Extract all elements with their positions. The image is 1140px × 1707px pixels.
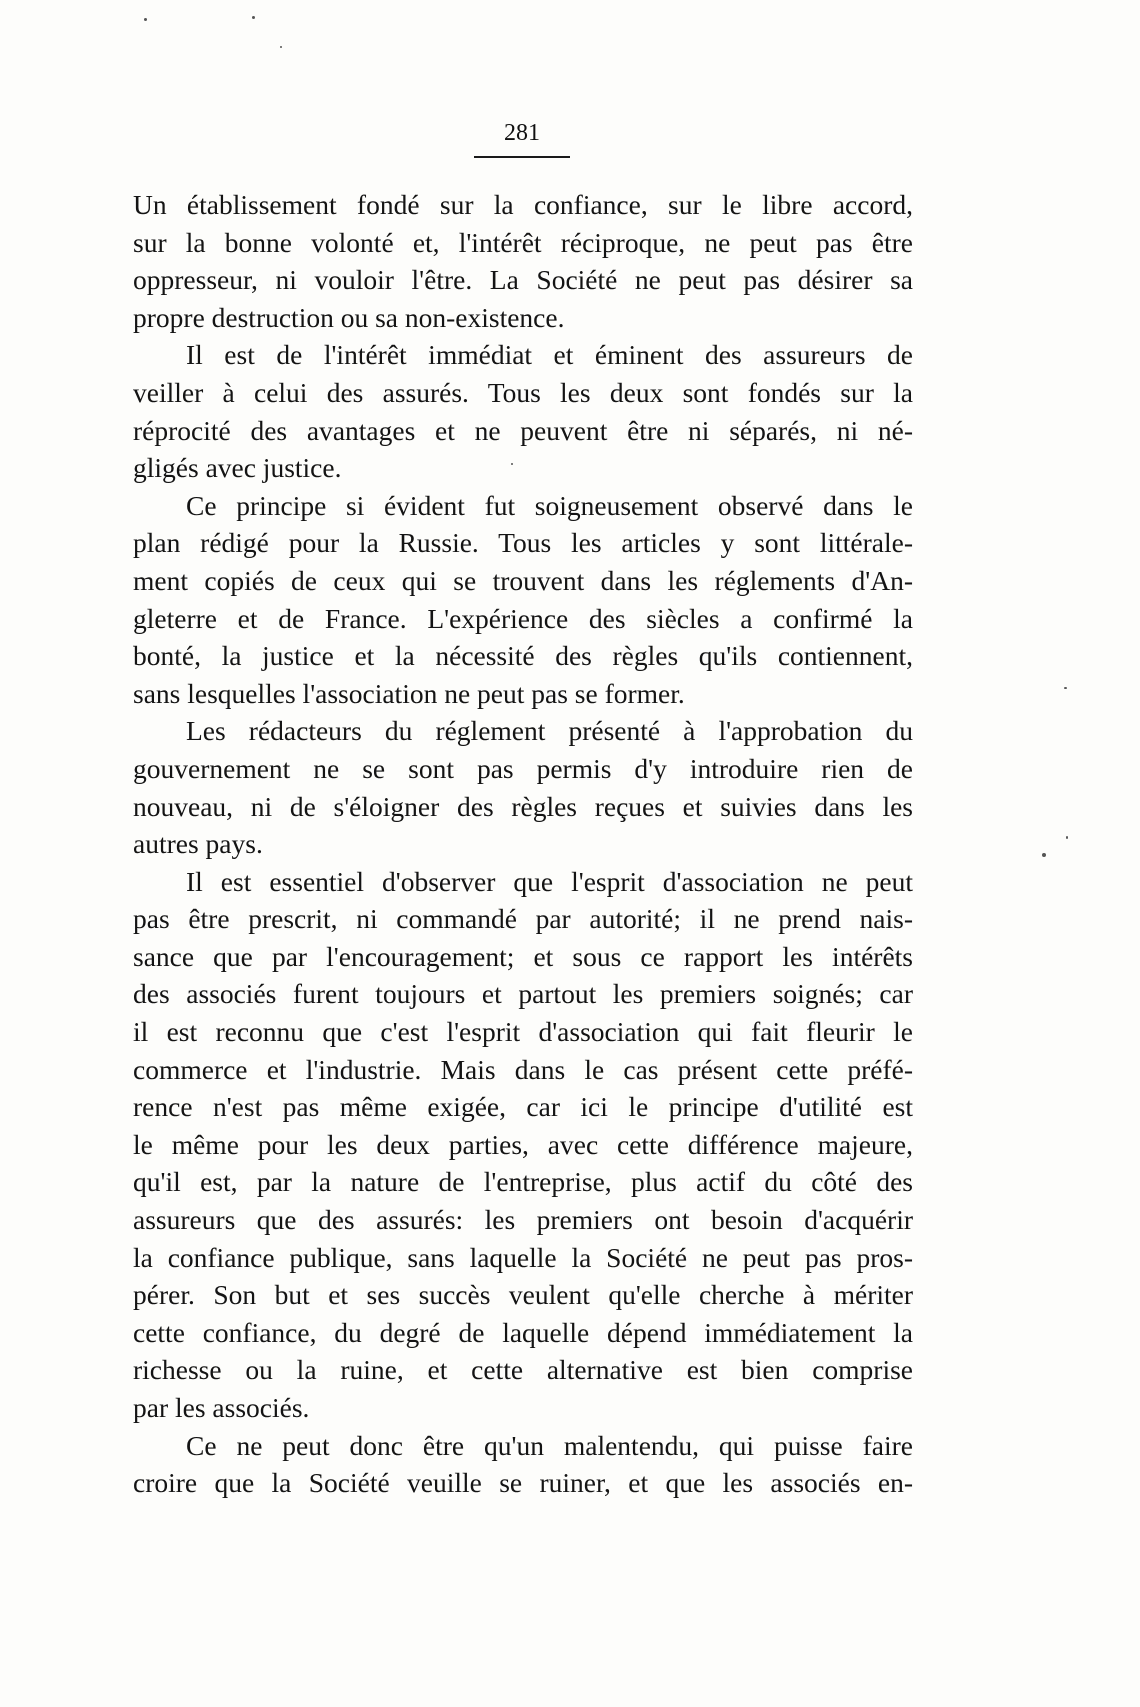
text-line: pas être prescrit, ni commandé par autorité; il ne prend nais- (133, 903, 913, 935)
scan-speck (1064, 687, 1067, 689)
text-line: réprocité des avantages et ne peuvent être ni séparés, ni né- (133, 414, 913, 446)
text-line: autres pays. (133, 828, 263, 860)
text-line: croire que la Société veuille se ruiner, et que les associés en- (133, 1467, 913, 1499)
text-line: gleterre et de France. L'expérience des siècles a confirmé la (133, 602, 913, 634)
scan-speck (252, 16, 255, 19)
text-line: plan rédigé pour la Russie. Tous les articles y sont littérale- (133, 527, 913, 559)
text-line: sur la bonne volonté et, l'intérêt réciproque, ne peut pas être (133, 226, 913, 258)
text-line: commerce et l'industrie. Mais dans le cas présent cette préfé- (133, 1053, 913, 1085)
text-line: gouvernement ne se sont pas permis d'y introduire rien de (133, 752, 913, 784)
scan-speck (144, 18, 147, 21)
scan-speck (280, 46, 282, 48)
page-number: 281 (504, 120, 540, 146)
text-line: oppresseur, ni vouloir l'être. La Société ne peut pas désirer sa (133, 264, 913, 296)
text-line: propre destruction ou sa non-existence. (133, 301, 565, 333)
text-line: la confiance publique, sans laquelle la Société ne peut pas pros- (133, 1241, 913, 1273)
text-line: pérer. Son but et ses succès veulent qu'elle cherche à mériter (133, 1279, 913, 1311)
text-line: sance que par l'encouragement; et sous ce rapport les intérêts (133, 940, 913, 972)
text-line: sans lesquelles l'association ne peut pas se former. (133, 677, 685, 709)
text-line: veiller à celui des assurés. Tous les deux sont fondés sur la (133, 376, 913, 408)
body-text (133, 186, 913, 1502)
text-line: Ce ne peut donc être qu'un malentendu, qui puisse faire (186, 1429, 913, 1461)
text-line: cette confiance, du degré de laquelle dépend immédiatement la (133, 1316, 913, 1348)
text-line: Ce principe si évident fut soigneusement observé dans le (186, 489, 913, 521)
text-line: nouveau, ni de s'éloigner des règles reçues et suivies dans les (133, 790, 913, 822)
text-line: Un établissement fondé sur la confiance, sur le libre accord, (133, 189, 913, 220)
text-line: gligés avec justice. (133, 452, 342, 484)
text-line: Il est essentiel d'observer que l'esprit d'association ne peut (186, 865, 913, 897)
scan-speck (1042, 853, 1046, 857)
text-line: le même pour les deux parties, avec cette différence majeure, (133, 1128, 913, 1160)
text-line: Il est de l'intérêt immédiat et éminent des assureurs de (186, 339, 913, 371)
text-line: qu'il est, par la nature de l'entreprise, plus actif du côté des (133, 1166, 913, 1198)
text-line: assureurs que des assurés: les premiers ont besoin d'acquérir (133, 1204, 913, 1236)
text-line: Les rédacteurs du réglement présenté à l'approbation du (186, 715, 913, 747)
text-line: par les associés. (133, 1392, 310, 1423)
text-line: des associés furent toujours et partout les premiers soignés; car (133, 978, 913, 1010)
text-line: ment copiés de ceux qui se trouvent dans les réglements d'An- (133, 564, 913, 596)
text-line: rence n'est pas même exigée, car ici le principe d'utilité est (133, 1091, 913, 1123)
text-line: bonté, la justice et la nécessité des règles qu'ils contiennent, (133, 640, 913, 672)
scan-speck (1066, 836, 1068, 839)
text-line: il est reconnu que c'est l'esprit d'association qui fait fleurir le (133, 1016, 913, 1048)
page-number-rule (474, 156, 570, 158)
text-line: richesse ou la ruine, et cette alternative est bien comprise (133, 1354, 913, 1386)
